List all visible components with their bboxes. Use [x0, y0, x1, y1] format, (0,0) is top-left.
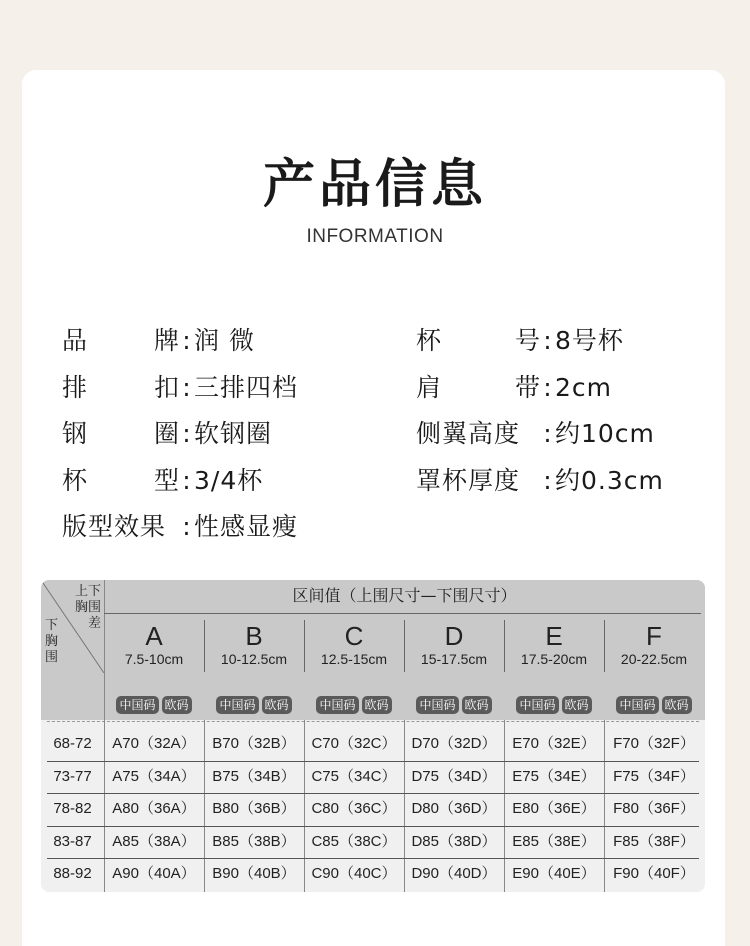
badge-cn-size: 中国码	[116, 696, 158, 714]
range-title: 区间值（上围尺寸—下围尺寸）	[292, 586, 517, 605]
size-cell: D70（32D）	[411, 735, 497, 752]
info-colon: :	[182, 326, 192, 355]
table-row	[41, 793, 705, 825]
cup-range: 17.5-20cm	[520, 651, 588, 667]
cup-letter: B	[245, 621, 263, 651]
size-cell: A80（36A）	[112, 800, 196, 817]
size-cell: B80（36B）	[212, 800, 296, 817]
info-label-part: 型	[153, 465, 180, 495]
info-colon: :	[543, 372, 553, 402]
info-label	[62, 324, 180, 358]
info-label	[62, 510, 180, 544]
size-badges	[504, 696, 604, 714]
size-cell: B85（38B）	[212, 832, 296, 850]
info-colon: :	[543, 419, 553, 448]
badge-eu-size: 欧码	[562, 696, 592, 714]
size-cell: F80（36F）	[613, 800, 695, 817]
underbust-cell: 73-77	[53, 767, 92, 785]
size-cell: C90（40C）	[311, 865, 397, 882]
info-value: 约10cm	[555, 419, 655, 448]
badge-eu-size: 欧码	[462, 696, 492, 714]
size-cell: A90（40A）	[112, 865, 196, 882]
size-cell: C70（32C）	[311, 735, 397, 752]
badge-eu-size: 欧码	[162, 696, 192, 714]
info-label	[416, 464, 541, 498]
row-divider	[47, 858, 699, 859]
corner-top-label: 上下胸围差	[74, 584, 101, 631]
size-cell: C80（36C）	[311, 800, 397, 817]
size-badges	[304, 696, 404, 714]
info-label	[62, 417, 180, 451]
badge-eu-size: 欧码	[262, 696, 292, 714]
size-cell: D85（38D）	[411, 832, 497, 850]
cup-column-a	[104, 620, 204, 720]
size-cell: A70（32A）	[112, 735, 196, 752]
info-label	[62, 464, 180, 498]
info-label-part: 圈	[153, 419, 180, 448]
info-row-left	[62, 371, 298, 405]
cup-letter: A	[145, 621, 163, 651]
info-label-part: 带	[514, 372, 541, 402]
page-subtitle: INFORMATION	[306, 226, 444, 247]
size-badges	[104, 696, 204, 714]
range-divider	[104, 613, 701, 614]
info-colon: :	[182, 465, 192, 495]
size-cell: B75（34B）	[212, 767, 296, 785]
info-row-left	[62, 417, 272, 451]
cup-column-divider	[204, 720, 205, 892]
cup-letter: F	[646, 621, 662, 651]
cup-separator	[204, 620, 205, 672]
table-row	[41, 826, 705, 858]
info-value: 性感显瘦	[194, 512, 299, 541]
size-cell: B90（40B）	[212, 865, 296, 882]
page-title: 产品信息	[262, 155, 487, 215]
size-cell: C85（38C）	[311, 832, 397, 850]
badge-eu-size: 欧码	[362, 696, 392, 714]
info-label-part: 杯	[416, 326, 443, 355]
header-dash-divider	[47, 721, 699, 722]
cup-letter: E	[545, 621, 563, 651]
cup-range: 7.5-10cm	[124, 651, 184, 667]
cup-separator	[504, 620, 505, 672]
cup-column-divider	[604, 720, 605, 892]
badge-eu-size: 欧码	[662, 696, 692, 714]
info-label-part: 肩	[416, 372, 443, 402]
info-label	[416, 371, 541, 405]
underbust-cell: 83-87	[53, 832, 92, 850]
size-cell: E75（34E）	[512, 767, 596, 785]
info-row-right	[416, 324, 624, 358]
info-row-left	[62, 510, 298, 544]
size-cell: A85（38A）	[112, 832, 196, 850]
size-cell: F70（32F）	[613, 735, 695, 752]
info-value: 三排四档	[194, 372, 299, 402]
info-colon: :	[543, 326, 553, 355]
info-value: 2cm	[555, 372, 613, 402]
size-badges	[204, 696, 304, 714]
info-colon: :	[182, 372, 192, 402]
cup-column-divider	[404, 720, 405, 892]
row-divider	[47, 793, 699, 794]
cup-letter: C	[344, 621, 364, 651]
cup-column-d	[404, 620, 504, 720]
info-label	[62, 371, 180, 405]
size-cell: D80（36D）	[411, 800, 497, 817]
table-row	[41, 761, 705, 793]
row-divider	[47, 826, 699, 827]
size-cell: F85（38F）	[613, 832, 695, 850]
size-cell: F90（40F）	[613, 865, 695, 882]
info-label-part: 号	[514, 326, 541, 355]
info-label	[416, 324, 541, 358]
cup-range: 15-17.5cm	[420, 651, 488, 667]
info-row-left	[62, 464, 263, 498]
size-cell: D75（34D）	[411, 767, 497, 785]
table-row	[41, 858, 705, 890]
cup-range: 12.5-15cm	[320, 651, 388, 667]
cup-separator	[604, 620, 605, 672]
info-label-part: 版型效果	[62, 512, 167, 541]
info-colon: :	[182, 512, 192, 541]
size-table	[41, 580, 705, 892]
info-colon: :	[543, 465, 553, 495]
size-cell: C75（34C）	[311, 767, 397, 785]
size-cell: E90（40E）	[512, 865, 596, 882]
size-cell: E80（36E）	[512, 800, 596, 817]
badge-cn-size: 中国码	[316, 696, 358, 714]
row-divider	[47, 761, 699, 762]
underbust-cell: 88-92	[53, 865, 92, 882]
info-label	[416, 417, 541, 451]
cup-column-b	[204, 620, 304, 720]
info-label-part: 品	[62, 326, 89, 355]
info-row-right	[416, 464, 664, 498]
cup-column-f	[604, 620, 704, 720]
underbust-cell: 68-72	[53, 735, 92, 752]
info-value: 8号杯	[555, 326, 624, 355]
size-cell: E70（32E）	[512, 735, 596, 752]
cup-column-divider	[504, 720, 505, 892]
corner-bottom-label: 下胸围	[45, 618, 59, 665]
badge-cn-size: 中国码	[416, 696, 458, 714]
table-row	[41, 728, 705, 760]
info-label-part: 钢	[62, 419, 89, 448]
size-cell: F75（34F）	[613, 767, 695, 785]
size-cell: B70（32B）	[212, 735, 296, 752]
badge-cn-size: 中国码	[516, 696, 558, 714]
cup-separator	[404, 620, 405, 672]
size-cell: E85（38E）	[512, 832, 596, 850]
underbust-cell: 78-82	[53, 800, 92, 817]
info-row-right	[416, 371, 612, 405]
cup-letter: D	[444, 621, 464, 651]
info-row-right	[416, 417, 655, 451]
size-cell: A75（34A）	[112, 767, 196, 785]
info-value: 润 微	[194, 326, 255, 355]
badge-cn-size: 中国码	[216, 696, 258, 714]
info-label-part: 排	[62, 372, 89, 402]
cup-column-e	[504, 620, 604, 720]
size-badges	[604, 696, 704, 714]
size-badges	[404, 696, 504, 714]
cup-column-divider	[304, 720, 305, 892]
cup-range: 20-22.5cm	[620, 651, 688, 667]
info-label-part: 牌	[153, 326, 180, 355]
size-cell: D90（40D）	[411, 865, 497, 882]
badge-cn-size: 中国码	[616, 696, 658, 714]
cup-separator	[304, 620, 305, 672]
info-label-part: 侧翼高度	[416, 419, 521, 448]
info-label-part: 罩杯厚度	[416, 465, 521, 495]
cup-column-c	[304, 620, 404, 720]
info-row-left	[62, 324, 255, 358]
info-value: 3/4杯	[194, 465, 264, 495]
info-label-part: 扣	[153, 372, 180, 402]
info-label-part: 杯	[62, 465, 89, 495]
table-corner	[41, 580, 105, 673]
info-colon: :	[182, 419, 192, 448]
info-value: 约0.3cm	[555, 465, 664, 495]
cup-range: 10-12.5cm	[220, 651, 288, 667]
info-value: 软钢圈	[194, 419, 273, 448]
